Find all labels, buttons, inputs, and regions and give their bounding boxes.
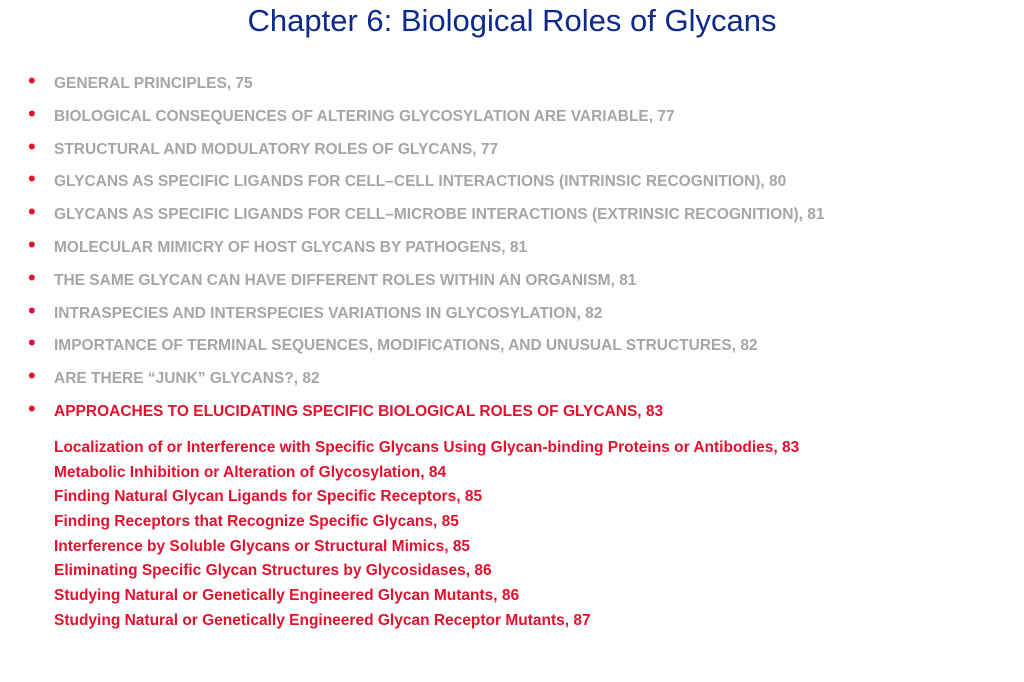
subsection-item: Finding Natural Glycan Ligands for Specific Receptors, 85: [54, 488, 483, 506]
list-item: [0, 102, 1024, 135]
bullet-icon: •: [28, 395, 36, 421]
subsection-item: Localization of or Interference with Specific Glycans Using Glycan-binding Proteins or Antibodies, 83: [54, 439, 800, 456]
bullet-icon: •: [28, 68, 36, 93]
section-label: ARE THERE “JUNK” GLYCANS?, 82: [54, 370, 320, 388]
subsection-item: Studying Natural or Genetically Engineered Glycan Mutants, 86: [54, 587, 520, 605]
bullet-icon: •: [28, 199, 36, 225]
section-label: GENERAL PRINCIPLES, 75: [54, 75, 253, 92]
section-list: [0, 69, 1024, 430]
bullet-icon: •: [28, 297, 36, 323]
bullet-icon: •: [28, 133, 36, 159]
subsection-item: Finding Receptors that Recognize Specific Glycans, 85: [54, 513, 459, 531]
list-item-highlighted: [0, 397, 1024, 430]
bullet-icon: •: [28, 231, 36, 257]
section-label: GLYCANS AS SPECIFIC LIGANDS FOR CELL–CELL INTERACTIONS (INTRINSIC RECOGNITION), 80: [54, 173, 787, 191]
list-item: [0, 331, 1024, 364]
section-label: STRUCTURAL AND MODULATORY ROLES OF GLYCANS, 77: [54, 140, 499, 158]
section-label: IMPORTANCE OF TERMINAL SEQUENCES, MODIFICATIONS, AND UNUSUAL STRUCTURES, 82: [54, 337, 758, 355]
subsection-item: Interference by Soluble Glycans or Structural Mimics, 85: [54, 537, 471, 555]
subsection-item: Metabolic Inhibition or Alteration of Glycosylation, 84: [54, 463, 447, 481]
section-label: MOLECULAR MIMICRY OF HOST GLYCANS BY PATHOGENS, 81: [54, 238, 528, 256]
list-item: [0, 233, 1024, 266]
subsection-item: Studying Natural or Genetically Engineered Glycan Receptor Mutants, 87: [54, 611, 591, 629]
list-item: [0, 69, 1024, 102]
bullet-icon: •: [28, 330, 36, 356]
section-label: THE SAME GLYCAN CAN HAVE DIFFERENT ROLES WITHIN AN ORGANISM, 81: [54, 271, 637, 289]
list-item: [0, 135, 1024, 168]
page-title: Chapter 6: Biological Roles of Glycans: [247, 3, 777, 38]
bullet-icon: •: [28, 100, 36, 126]
section-label: APPROACHES TO ELUCIDATING SPECIFIC BIOLOGICAL ROLES OF GLYCANS, 83: [54, 402, 664, 420]
list-item: [0, 299, 1024, 332]
subsection-list: [54, 438, 799, 636]
list-item: [0, 200, 1024, 233]
bullet-icon: •: [28, 363, 36, 389]
list-item: [0, 364, 1024, 397]
subsection-item: Eliminating Specific Glycan Structures by Glycosidases, 86: [54, 562, 492, 580]
section-label: BIOLOGICAL CONSEQUENCES OF ALTERING GLYCOSYLATION ARE VARIABLE, 77: [54, 107, 675, 125]
section-label: GLYCANS AS SPECIFIC LIGANDS FOR CELL–MICROBE INTERACTIONS (EXTRINSIC RECOGNITION), 81: [54, 206, 825, 224]
bullet-icon: •: [28, 166, 36, 192]
list-item: [0, 167, 1024, 200]
section-label: INTRASPECIES AND INTERSPECIES VARIATIONS IN GLYCOSYLATION, 82: [54, 304, 603, 322]
list-item: [0, 266, 1024, 299]
bullet-icon: •: [28, 264, 36, 290]
